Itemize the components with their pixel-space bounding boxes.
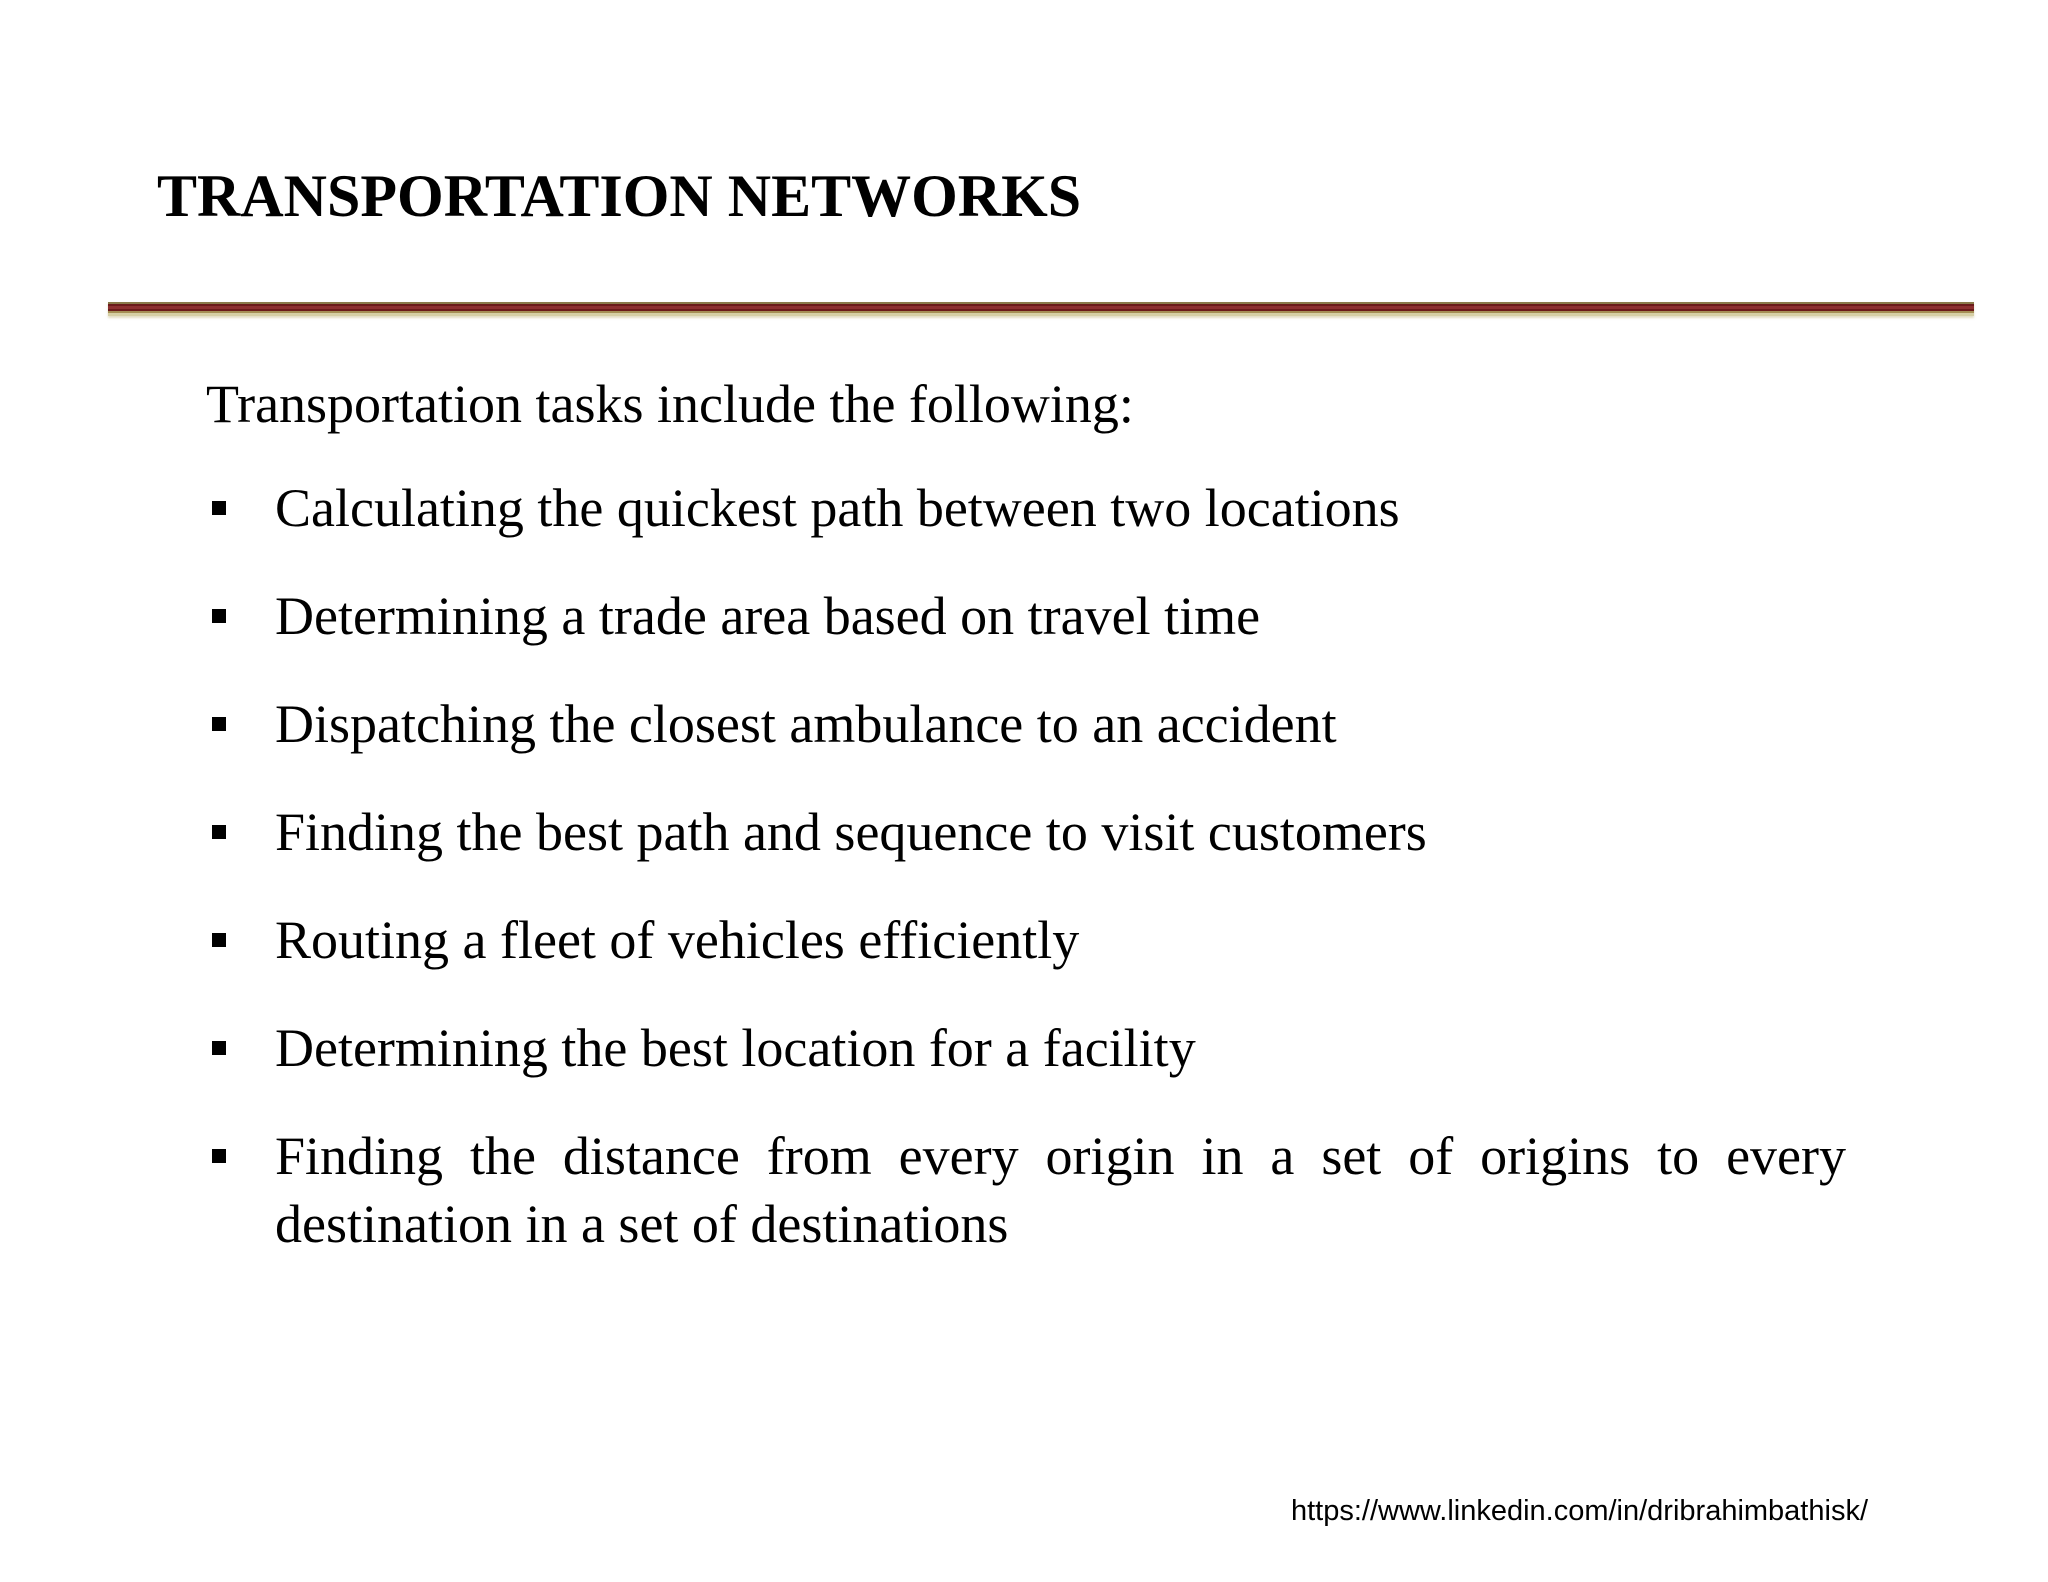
- square-bullet-icon: [212, 1149, 226, 1163]
- list-item-text: Determining a trade area based on travel time: [275, 586, 1261, 646]
- list-item-text: Determining the best location for a facility: [275, 1018, 1196, 1078]
- title-divider: [108, 302, 1974, 316]
- list-item-text: Finding the distance from every origin in a set of origins to every destination in a set of destinations: [275, 1126, 1846, 1254]
- slide-title: TRANSPORTATION NETWORKS: [157, 163, 1082, 229]
- square-bullet-icon: [212, 1041, 226, 1055]
- list-item: [206, 798, 1846, 866]
- list-item-text: Calculating the quickest path between two locations: [275, 478, 1400, 538]
- footer-url[interactable]: https://www.linkedin.com/in/dribrahimbathisk/: [1290, 1495, 1868, 1527]
- list-item-text: Routing a fleet of vehicles efficiently: [275, 910, 1080, 970]
- square-bullet-icon: [212, 825, 226, 839]
- square-bullet-icon: [212, 501, 226, 515]
- list-item: [206, 906, 1846, 974]
- list-item-text: Finding the best path and sequence to visit customers: [275, 802, 1427, 862]
- intro-text: Transportation tasks include the following:: [206, 374, 1134, 434]
- list-item: [206, 1014, 1846, 1082]
- list-item: [206, 582, 1846, 650]
- square-bullet-icon: [212, 609, 226, 623]
- square-bullet-icon: [212, 717, 226, 731]
- list-item-text: Dispatching the closest ambulance to an accident: [275, 694, 1337, 754]
- square-bullet-icon: [212, 933, 226, 947]
- task-list: [206, 474, 1846, 1298]
- list-item: [206, 1122, 1846, 1258]
- list-item: [206, 690, 1846, 758]
- list-item: [206, 474, 1846, 542]
